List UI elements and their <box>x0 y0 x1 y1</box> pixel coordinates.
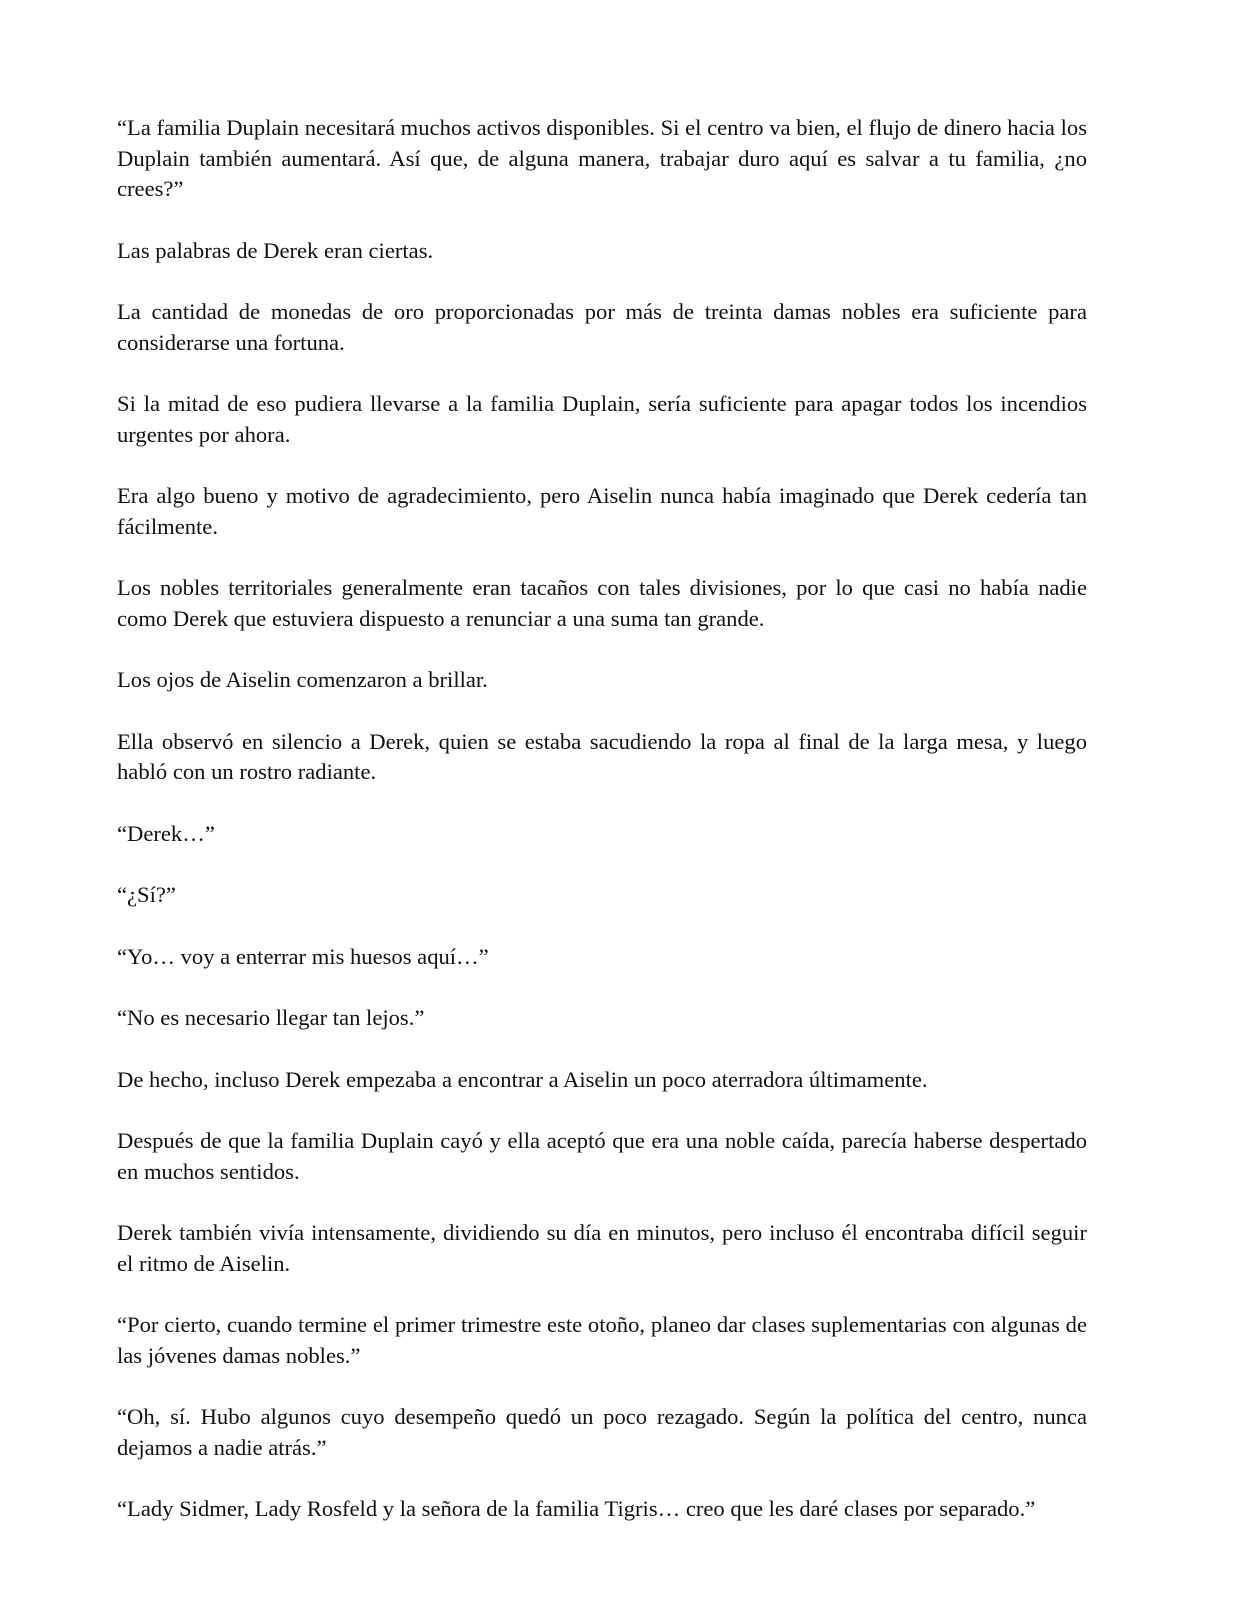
paragraph: Si la mitad de eso pudiera llevarse a la familia Duplain, sería suficiente para apagar todos los incendios urgentes por ahora. <box>117 391 1087 447</box>
paragraph: Después de que la familia Duplain cayó y ella aceptó que era una noble caída, parecía haberse despertado en muchos sentidos. <box>117 1128 1087 1184</box>
paragraph: “Oh, sí. Hubo algunos cuyo desempeño quedó un poco rezagado. Según la política del centro, nunca dejamos a nadie atrás.” <box>117 1404 1087 1460</box>
paragraph: “Yo… voy a enterrar mis huesos aquí…” <box>117 943 489 969</box>
paragraph: La cantidad de monedas de oro proporcionadas por más de treinta damas nobles era suficiente para considerarse una fortuna. <box>117 299 1087 355</box>
paragraph: Los ojos de Aiselin comenzaron a brillar. <box>117 667 488 692</box>
paragraph: Los nobles territoriales generalmente eran tacaños con tales divisiones, por lo que casi no había nadie como Derek que estuviera dispuesto a renunciar a una suma tan grande. <box>117 575 1087 631</box>
paragraph: “La familia Duplain necesitará muchos activos disponibles. Si el centro va bien, el flujo de dinero hacia los Duplain también aumentará. Así que, de alguna manera, trabajar duro aquí es salvar a tu familia, ¿no crees?” <box>117 115 1087 201</box>
paragraph: “No es necesario llegar tan lejos.” <box>117 1005 425 1030</box>
paragraph: Derek también vivía intensamente, dividiendo su día en minutos, pero incluso él encontraba difícil seguir el ritmo de Aiselin. <box>117 1220 1087 1276</box>
paragraph: Ella observó en silencio a Derek, quien se estaba sacudiendo la ropa al final de la larga mesa, y luego habló con un rostro radiante. <box>117 728 1087 784</box>
paragraph: “Lady Sidmer, Lady Rosfeld y la señora de la familia Tigris… creo que les daré clases por separado.” <box>117 1496 1036 1521</box>
paragraph: Las palabras de Derek eran ciertas. <box>117 237 434 263</box>
paragraph: “¿Sí?” <box>117 882 176 907</box>
paragraph: “Derek…” <box>117 820 215 846</box>
paragraph: “Por cierto, cuando termine el primer trimestre este otoño, planeo dar clases suplementarias con algunas de las jóvenes damas nobles.” <box>117 1312 1087 1368</box>
document-body <box>117 113 1087 1556</box>
paragraph: De hecho, incluso Derek empezaba a encontrar a Aiselin un poco aterradora últimamente. <box>117 1066 928 1092</box>
paragraph: Era algo bueno y motivo de agradecimiento, pero Aiselin nunca había imaginado que Derek cedería tan fácilmente. <box>117 483 1087 539</box>
